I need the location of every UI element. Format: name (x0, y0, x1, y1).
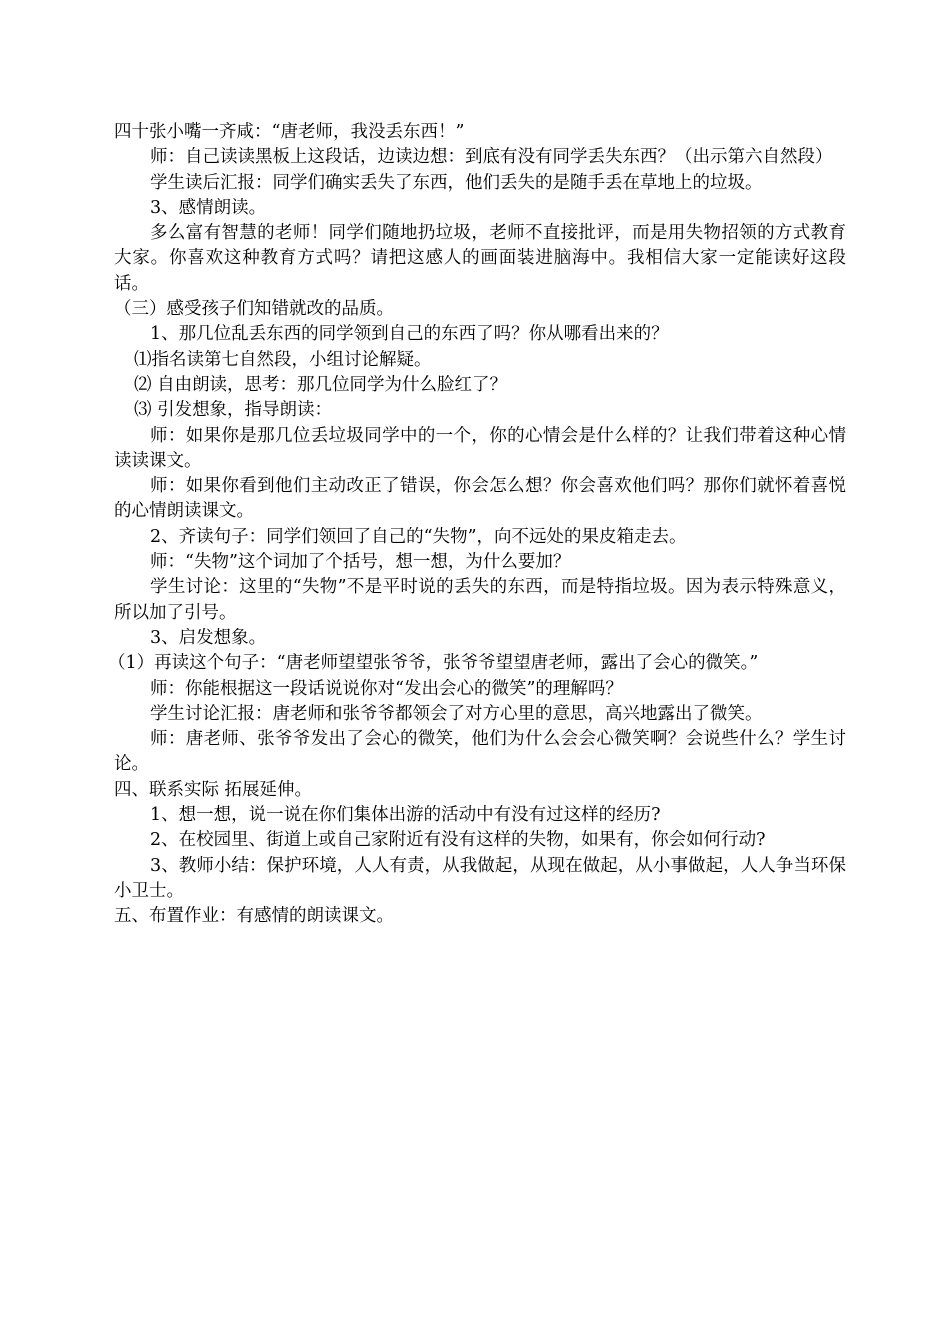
list-item-1: ⑴指名读第七自然段，小组讨论解疑。 (134, 349, 432, 370)
paragraph-12: 师：如果你看到他们主动改正了错误，你会怎么想？你会喜欢他们吗？那你们就怀着喜悦的心情朗读课文。 (114, 476, 846, 522)
paragraph-16: 3、启发想象。 (150, 627, 267, 648)
list-item-2: ⑵ 自由朗读，思考：那几位同学为什么脸红了？ (134, 374, 508, 395)
paragraph-18: 师：你能根据这一段话说说你对“发出会心的微笑”的理解吗？ (150, 678, 623, 699)
paragraph-2: 师：自己读读黑板上这段话，边读边想：到底有没有同学丢失东西？（出示第六自然段） (150, 147, 833, 168)
section-heading-4: 四、联系实际 拓展延伸。 (114, 779, 313, 800)
paragraph-7: 1、那几位乱丢东西的同学领到自己的东西了吗？你从哪看出来的？ (150, 324, 669, 345)
paragraph-4: 3、感情朗读。 (150, 197, 267, 218)
section-heading-5: 五、布置作业：有感情的朗读课文。 (114, 906, 394, 927)
paragraph-1: 四十张小嘴一齐咸：“唐老师，我没丢东西！” (114, 122, 465, 142)
paragraph-17: （1）再读这个句子：“唐老师望望张爷爷，张爷爷望望唐老师，露出了会心的微笑。” (108, 653, 759, 674)
paragraph-20: 师：唐老师、张爷爷发出了会心的微笑，他们为什么会会心微笑啊？会说些什么？学生讨论。 (114, 729, 846, 775)
paragraph-22: 1、想一想，说一说在你们集体出游的活动中有没有过这样的经历? (150, 805, 661, 826)
section-heading-3: （三）感受孩子们知错就改的品质。 (114, 299, 394, 320)
document-page (108, 120, 846, 930)
paragraph-11: 师：如果你是那几位丢垃圾同学中的一个，你的心情会是什么样的？让我们带着这种心情读读课文。 (114, 425, 846, 471)
paragraph-15: 学生讨论：这里的“失物”不是平时说的丢失的东西，而是特指垃圾。因为表示特殊意义，所以加了引号。 (114, 577, 846, 623)
list-item-3: ⑶ 引发想象，指导朗读： (134, 400, 333, 421)
paragraph-5: 多么富有智慧的老师！同学们随地扔垃圾，老师不直接批评，而是用失物招领的方式教育大家。你喜欢这种教育方式吗？请把这感人的画面装进脑海中。我相信大家一定能读好这段话。 (114, 223, 846, 294)
paragraph-19: 学生讨论汇报：唐老师和张爷爷都领会了对方心里的意思，高兴地露出了微笑。 (150, 703, 763, 724)
paragraph-23: 2、在校园里、街道上或自己家附近有没有这样的失物，如果有，你会如何行动? (150, 830, 766, 851)
paragraph-24: 3、教师小结：保护环境，人人有责，从我做起，从现在做起，从小事做起，人人争当环保小卫士。 (114, 855, 846, 901)
paragraph-14: 师：“失物”这个词加了个括号，想一想，为什么要加？ (150, 552, 571, 573)
paragraph-13: 2、齐读句子：同学们领回了自己的“失物”，向不远处的果皮箱走去。 (150, 526, 687, 547)
paragraph-3: 学生读后汇报：同学们确实丢失了东西，他们丢失的是随手丢在草地上的垃圾。 (150, 172, 763, 193)
